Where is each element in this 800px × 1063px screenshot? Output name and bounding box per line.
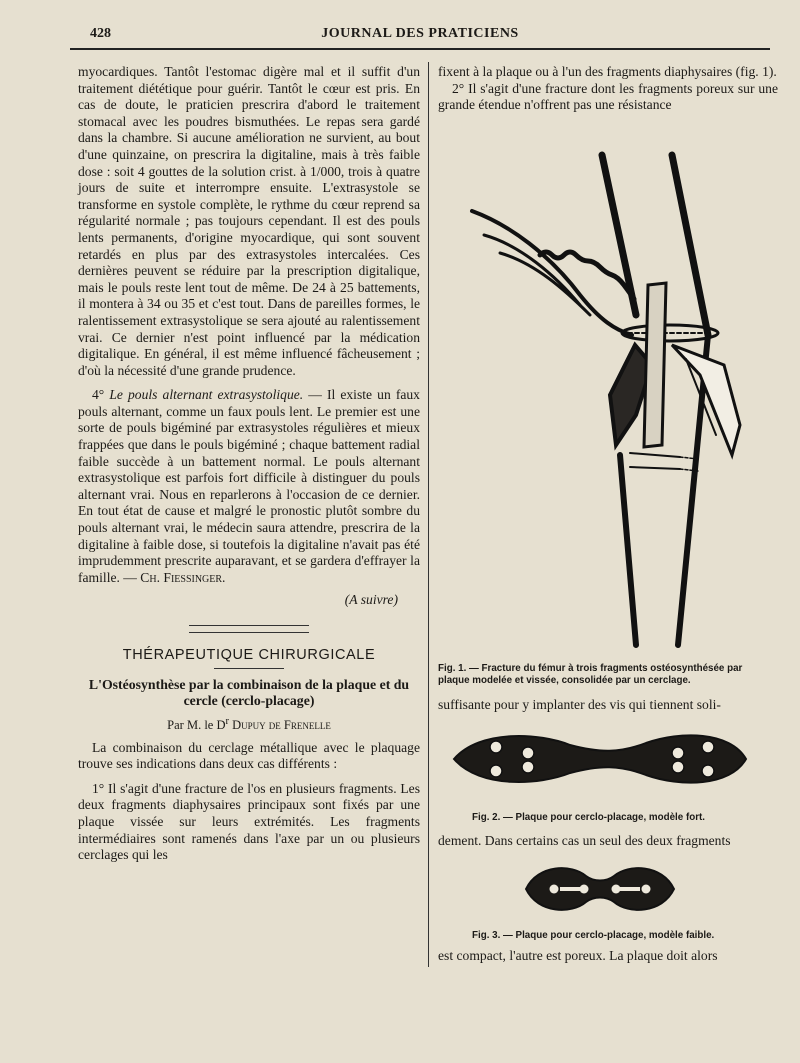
paragraph-pouls-alternant (78, 387, 420, 586)
figure-plate-light (520, 858, 680, 920)
article-title: L'Ostéosynthèse par la combinaison de la plaque et du cercle (cerclo-placage) (88, 676, 410, 709)
text-line-after-fig3: est compact, l'autre est poreux. La plaque doit alors (438, 948, 718, 963)
page-number: 428 (90, 26, 111, 41)
text-line-after-fig2: dement. Dans certains cas un seul des deux fragments (438, 833, 731, 848)
subsection-title: Le pouls alternant extrasystolique. (109, 387, 304, 403)
paragraph-myocardiques: myocardiques. Tantôt l'estomac digère mal et il suffit d'un traitement diététique pour guérir. Tantôt le cœur est pris. En cas de doute, le praticien prescrira d'abord le traitement stomacal avec les poudres bismuthées. Le repas sera gardé dans la chambre. Si aucune amélioration ne survient, au bout d'une quinzaine, on prescrira la digitaline, mais à très faible dose : soit 4 gouttes de la solution crist. à 1/000, trois à quatre jours de suite et interrompre ensuite. L'extrasystole se transforme en systole complète, le rythme du cœur reprend sa régularité normale ; pas toujours cependant. Il est des pouls lents permanents, d'origine myocardique, qui sont souvent retardés en plus par des extrasystoles intercalées. Ces dernières peuvent se réduire par la prescription digitalique, mais le pouls reste lent tout de même. De 24 à 25 battements, il montera à 34 ou 35 et c'est tout. Dans de pareilles formes, le ralentissement extrasystolique se sera ajouté au ralentissement vrai. Ce dernier n'est point influencé par la médication digitalique. En général, il est même influencé fâcheusement ; d'où la nécessité d'une grande prudence. (78, 64, 420, 378)
author-signature: Ch. Fiessinger. (140, 569, 226, 585)
figure-1-caption: Fig. 1. — Fracture du fémur à trois fragments ostéosynthésée par plaque modelée et vissée, consolidée par un cerclage. (438, 663, 743, 686)
article-byline (78, 714, 420, 734)
journal-title: JOURNAL DES PRATICIENS (321, 26, 519, 41)
paragraph-case-one: 1° Il s'agit d'une fracture de l'os en plusieurs fragments. Les deux fragments diaphysaires principaux sont fixés par une plaque vissée sur leurs extrémités. Les fragments intermédiaires sont ramenés dans l'axe par un ou plusieurs cerclages qui les (78, 780, 420, 863)
author-name: Dupuy de Frenelle (232, 717, 331, 732)
paragraph-case-two: 2° Il s'agit d'une fracture dont les fragments poreux sur une grande étendue n'offrent pas une résistance (438, 80, 778, 113)
continued-note: (A suivre) (344, 592, 398, 608)
section-ornament (189, 625, 309, 633)
byline-prefix: Par M. le D (167, 717, 226, 732)
figure-femur-fracture (440, 145, 770, 655)
column-divider (428, 62, 429, 967)
left-column (78, 64, 420, 864)
figure-2-caption: Fig. 2. — Plaque pour cerclo-placage, modèle fort. (472, 812, 705, 823)
section-title: THÉRAPEUTIQUE CHIRURGICALE (122, 647, 376, 663)
paragraph-fixent: fixent à la plaque ou à l'un des fragments diaphysaires (fig. 1). (438, 64, 777, 79)
paragraph-body: — Il existe un faux pouls alternant, comme un faux pouls lent. Le premier est une sorte de pouls bigéminé par extrasystoles régulières et mieux frappées que dans le pouls bigéminé ; chaque battement radial faible succède à un battement normal. Le pouls alternant extrasystolique est parfois fort difficile à distinguer du pouls alternant vrai. Nous en reparlerons à l'occasion de ce dernier. En tout état de cause et malgré le pronostic plutôt sombre du pouls alternant vrai, le médecin saura attendre, prescrira de la digitaline à faible dose, si toutefois la digitaline n'avait pas été imprudemment prescrite auparavant, et se gardera d'effrayer la famille. — (78, 387, 420, 585)
paragraph-intro: La combinaison du cerclage métallique avec le plaquage trouve ses indications dans deux cas différents : (78, 739, 420, 772)
figure-3-caption: Fig. 3. — Plaque pour cerclo-placage, modèle faible. (472, 930, 715, 941)
page-header (70, 26, 770, 50)
figure-plate-strong (450, 725, 750, 795)
section-rule (214, 668, 284, 669)
list-number: 4° (92, 387, 110, 403)
byline-sup: r (225, 715, 229, 727)
text-line-after-fig1: suffisante pour y implanter des vis qui tiennent soli- (438, 697, 721, 712)
right-column-text (438, 64, 778, 114)
